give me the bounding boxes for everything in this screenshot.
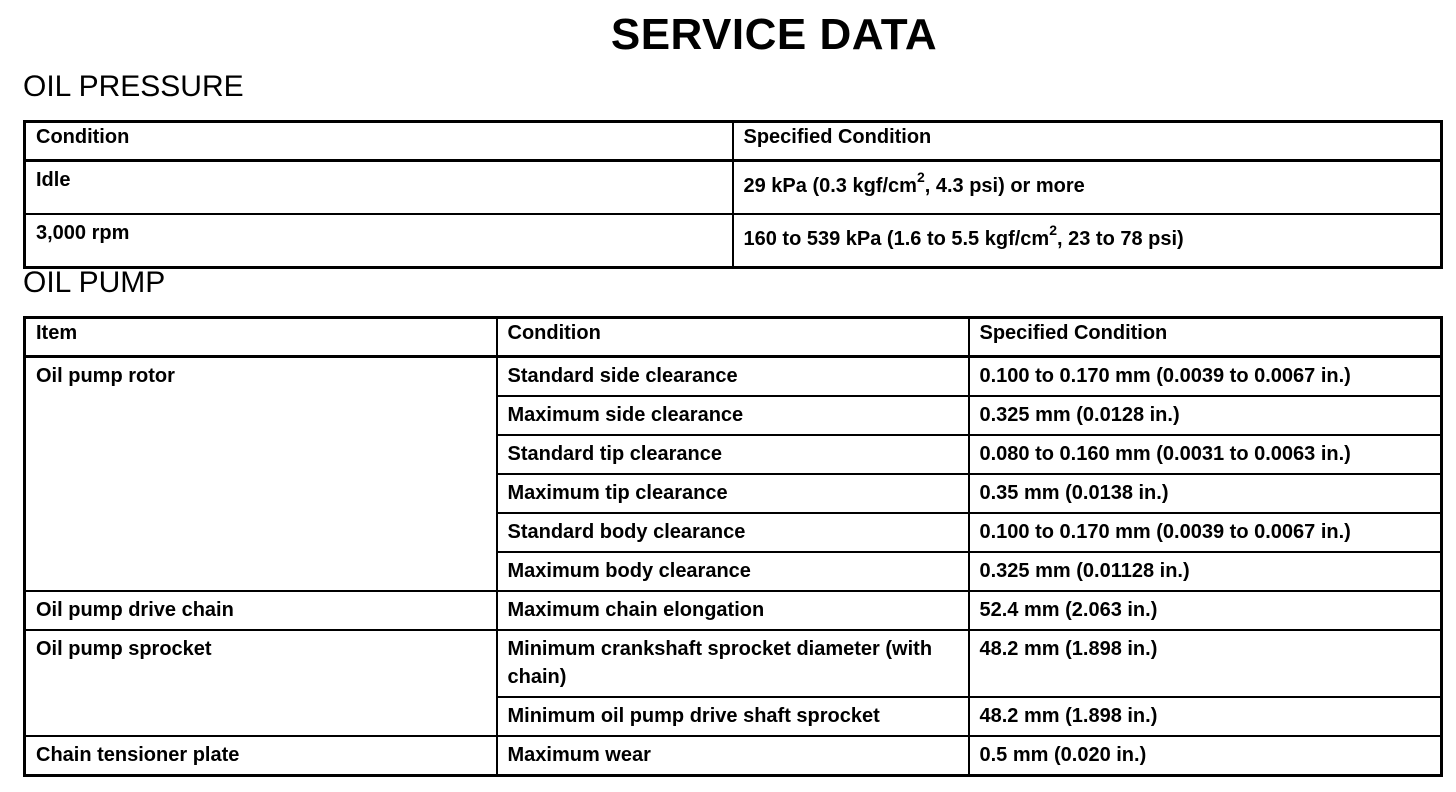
item-cell: Oil pump drive chain — [25, 591, 497, 630]
table-row — [25, 161, 1442, 215]
specified-condition-cell: 48.2 mm (1.898 in.) — [969, 697, 1442, 736]
condition-cell: Maximum side clearance — [497, 396, 969, 435]
column-header-specified-condition: Specified Condition — [733, 122, 1442, 161]
condition-cell: Minimum crankshaft sprocket diameter (with chain) — [497, 630, 969, 697]
condition-cell: Minimum oil pump drive shaft sprocket — [497, 697, 969, 736]
specified-condition-cell: 48.2 mm (1.898 in.) — [969, 630, 1442, 697]
specified-condition-cell: 0.100 to 0.170 mm (0.0039 to 0.0067 in.) — [969, 357, 1442, 397]
column-header-item: Item — [25, 318, 497, 357]
specified-condition-cell — [733, 214, 1442, 268]
table-row — [25, 630, 1442, 697]
condition-cell: Standard side clearance — [497, 357, 969, 397]
table-header-row — [25, 122, 1442, 161]
specified-condition-cell: 52.4 mm (2.063 in.) — [969, 591, 1442, 630]
column-header-specified-condition: Specified Condition — [969, 318, 1442, 357]
specified-condition-cell: 0.325 mm (0.01128 in.) — [969, 552, 1442, 591]
spec-text: 160 to 539 kPa (1.6 to 5.5 kgf/cm — [743, 228, 1050, 250]
specified-condition-cell: 0.35 mm (0.0138 in.) — [969, 474, 1442, 513]
oil-pressure-heading: OIL PRESSURE — [23, 70, 244, 103]
superscript: 2 — [1049, 222, 1057, 239]
spec-text: , 23 to 78 psi) — [1057, 228, 1184, 250]
table-row — [25, 591, 1442, 630]
condition-cell: Maximum tip clearance — [497, 474, 969, 513]
oil-pressure-table — [23, 120, 1443, 269]
table-row — [25, 736, 1442, 776]
superscript: 2 — [916, 169, 925, 186]
column-header-condition: Condition — [497, 318, 969, 357]
item-cell: Oil pump sprocket — [25, 630, 497, 736]
condition-cell: Idle — [25, 161, 733, 215]
table-row — [25, 214, 1442, 268]
condition-cell: Standard tip clearance — [497, 435, 969, 474]
spec-text: 29 kPa (0.3 kgf/cm — [743, 175, 917, 197]
specified-condition-cell: 0.080 to 0.160 mm (0.0031 to 0.0063 in.) — [969, 435, 1442, 474]
item-cell: Chain tensioner plate — [25, 736, 497, 776]
condition-cell: Maximum chain elongation — [497, 591, 969, 630]
oil-pump-heading: OIL PUMP — [23, 266, 166, 299]
specified-condition-cell: 0.100 to 0.170 mm (0.0039 to 0.0067 in.) — [969, 513, 1442, 552]
specified-condition-cell — [733, 161, 1442, 215]
column-header-condition: Condition — [25, 122, 733, 161]
condition-cell: Standard body clearance — [497, 513, 969, 552]
table-header-row — [25, 318, 1442, 357]
item-cell: Oil pump rotor — [25, 357, 497, 592]
page-title: SERVICE DATA — [610, 10, 938, 59]
condition-cell: Maximum body clearance — [497, 552, 969, 591]
spec-text: , 4.3 psi) or more — [924, 175, 1085, 197]
specified-condition-cell: 0.5 mm (0.020 in.) — [969, 736, 1442, 776]
oil-pump-table — [23, 316, 1443, 777]
condition-cell: Maximum wear — [497, 736, 969, 776]
specified-condition-cell: 0.325 mm (0.0128 in.) — [969, 396, 1442, 435]
condition-cell: 3,000 rpm — [25, 214, 733, 268]
table-row — [25, 357, 1442, 397]
